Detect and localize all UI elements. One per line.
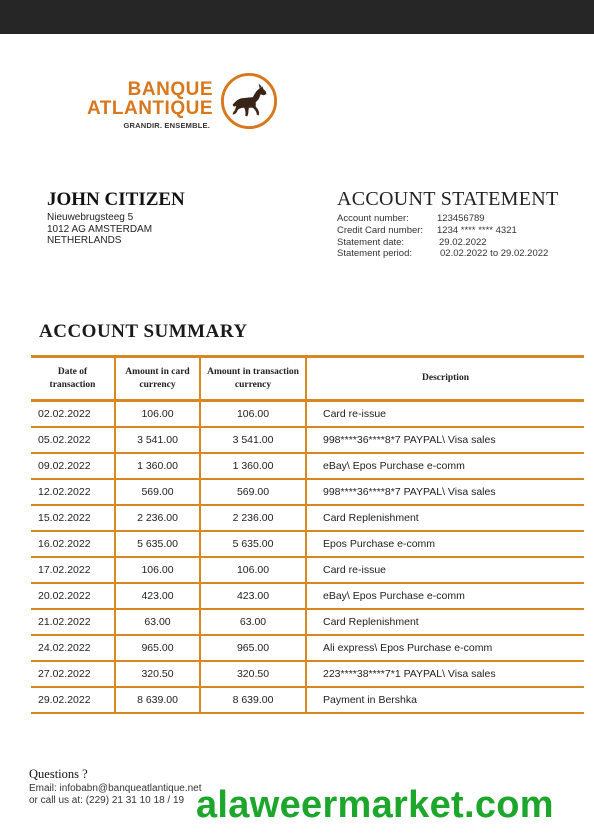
table-row [31, 687, 584, 713]
cell-txn-amount: 423.00 [200, 583, 306, 609]
cell-description: Epos Purchase e-comm [306, 531, 584, 557]
cell-description: 998****36****8*7 PAYPAL\ Visa sales [306, 427, 584, 453]
table-row [31, 401, 584, 428]
cell-txn-amount: 965.00 [200, 635, 306, 661]
address-line: 1012 AG AMSTERDAM [47, 223, 153, 235]
header-date: Date of transaction [31, 357, 115, 401]
cell-date: 17.02.2022 [31, 557, 115, 583]
customer-name: JOHN CITIZEN [47, 189, 185, 210]
cell-card-amount: 106.00 [115, 557, 200, 583]
cell-txn-amount: 320.50 [200, 661, 306, 687]
statement-title: ACCOUNT STATEMENT [337, 188, 559, 210]
cell-date: 09.02.2022 [31, 453, 115, 479]
address-line: Nieuwebrugsteeg 5 [47, 212, 134, 223]
customer-address [47, 212, 152, 247]
cell-txn-amount: 63.00 [200, 609, 306, 635]
field-value: 123456789 [437, 213, 485, 224]
cell-description: Card re-issue [306, 557, 584, 583]
cell-txn-amount: 3 541.00 [200, 427, 306, 453]
cell-description: Ali express\ Epos Purchase e-comm [306, 635, 584, 661]
cell-card-amount: 320.50 [115, 661, 200, 687]
cell-txn-amount: 8 639.00 [200, 687, 306, 713]
header-txn-amount: Amount in transaction currency [200, 357, 306, 401]
watermark: alaweermarket.com [196, 784, 554, 826]
bank-name-line2: ATLANTIQUE [86, 98, 213, 119]
cell-date: 29.02.2022 [31, 687, 115, 713]
cell-description: 998****36****8*7 PAYPAL\ Visa sales [306, 479, 584, 505]
table-row [31, 661, 584, 687]
cell-description: Card re-issue [306, 401, 584, 428]
cell-description: Card Replenishment [306, 609, 584, 635]
cell-description: Card Replenishment [306, 505, 584, 531]
address-line: NETHERLANDS [47, 235, 122, 246]
cell-card-amount: 3 541.00 [115, 427, 200, 453]
contact-info [29, 783, 202, 807]
cell-date: 27.02.2022 [31, 661, 115, 687]
cell-card-amount: 63.00 [115, 609, 200, 635]
bank-logo [48, 72, 288, 136]
bank-tagline: GRANDIR. ENSEMBLE. [123, 121, 210, 130]
cell-date: 05.02.2022 [31, 427, 115, 453]
field-label: Credit Card number: [337, 224, 424, 236]
table-row [31, 635, 584, 661]
cell-card-amount: 423.00 [115, 583, 200, 609]
cell-date: 20.02.2022 [31, 583, 115, 609]
cell-date: 21.02.2022 [31, 609, 115, 635]
field-label: Account number: [337, 213, 409, 224]
cell-description: 223****38****7*1 PAYPAL\ Visa sales [306, 661, 584, 687]
cell-txn-amount: 106.00 [200, 557, 306, 583]
table-row [31, 453, 584, 479]
cell-card-amount: 106.00 [115, 401, 200, 428]
cell-txn-amount: 569.00 [200, 479, 306, 505]
table-header-row [31, 357, 584, 401]
cell-description: eBay\ Epos Purchase e-comm [306, 453, 584, 479]
bank-name-line1: BANQUE [127, 79, 213, 100]
cell-date: 16.02.2022 [31, 531, 115, 557]
table-body [31, 401, 584, 714]
cell-txn-amount: 106.00 [200, 401, 306, 428]
contact-email: Email: infobabn@banqueatlantique.net [29, 783, 202, 794]
field-value: 1234 **** **** 4321 [437, 224, 517, 236]
horse-emblem-icon [220, 72, 278, 130]
cell-card-amount: 2 236.00 [115, 505, 200, 531]
cell-card-amount: 569.00 [115, 479, 200, 505]
cell-card-amount: 1 360.00 [115, 453, 200, 479]
top-bar [0, 0, 594, 34]
cell-card-amount: 8 639.00 [115, 687, 200, 713]
table-row [31, 531, 584, 557]
table-row [31, 609, 584, 635]
transactions-table [31, 355, 584, 714]
cell-date: 02.02.2022 [31, 401, 115, 428]
table-row [31, 479, 584, 505]
cell-date: 12.02.2022 [31, 479, 115, 505]
header-card-amount: Amount in card currency [115, 357, 200, 401]
questions-heading: Questions ? [29, 767, 88, 781]
bank-name [48, 80, 213, 118]
cell-card-amount: 5 635.00 [115, 531, 200, 557]
table-row [31, 427, 584, 453]
field-label: Statement date: [337, 236, 405, 248]
cell-txn-amount: 5 635.00 [200, 531, 306, 557]
table-row [31, 505, 584, 531]
table-row [31, 557, 584, 583]
summary-title: ACCOUNT SUMMARY [39, 321, 248, 342]
field-value: 02.02.2022 to 29.02.2022 [440, 248, 549, 260]
cell-description: Payment in Bershka [306, 687, 584, 713]
field-label: Statement period: [337, 248, 412, 260]
cell-txn-amount: 2 236.00 [200, 505, 306, 531]
contact-phone: or call us at: (229) 21 31 10 18 / 19 [29, 795, 185, 806]
table-row [31, 583, 584, 609]
cell-txn-amount: 1 360.00 [200, 453, 306, 479]
cell-date: 15.02.2022 [31, 505, 115, 531]
cell-card-amount: 965.00 [115, 635, 200, 661]
field-value: 29.02.2022 [439, 236, 487, 248]
header-description: Description [306, 357, 584, 401]
cell-description: eBay\ Epos Purchase e-comm [306, 583, 584, 609]
cell-date: 24.02.2022 [31, 635, 115, 661]
